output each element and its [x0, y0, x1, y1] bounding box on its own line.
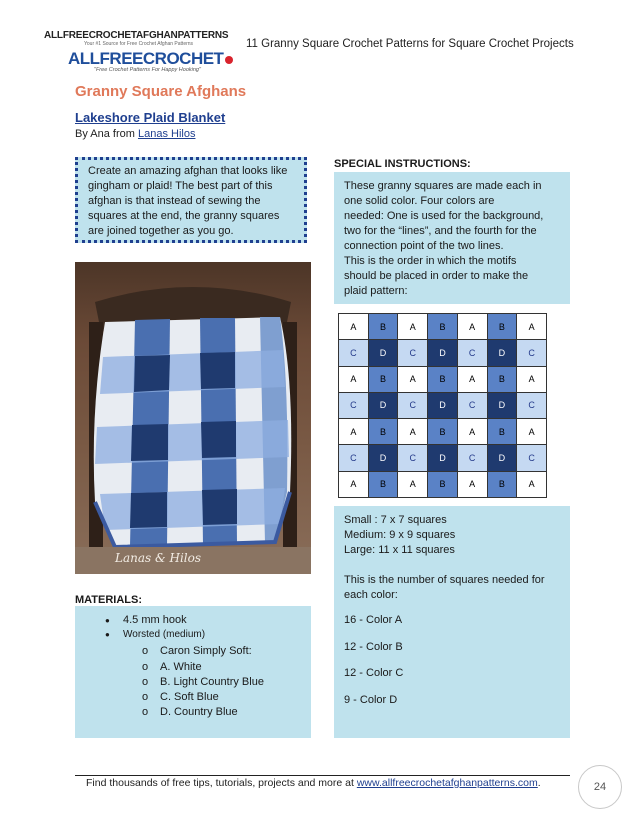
count-intro: each color:	[344, 589, 398, 601]
site-logo-top-tagline: Your #1 Source for Free Crochet Afghan Patterns	[84, 41, 194, 47]
grid-row	[339, 314, 547, 340]
grid-cell-d: D	[428, 392, 458, 418]
bullet-icon: o	[142, 661, 149, 673]
bullet-icon: o	[142, 691, 149, 703]
grid-cell-d: D	[487, 392, 517, 418]
intro-line: gingham or plaid! The best part of this	[88, 180, 273, 192]
grid-cell-a: A	[339, 471, 369, 497]
grid-cell-b: B	[487, 471, 517, 497]
grid-cell-d: D	[368, 445, 398, 471]
grid-cell-c: C	[457, 392, 487, 418]
intro-line: Create an amazing afghan that looks like	[88, 165, 288, 177]
materials-item	[142, 676, 264, 688]
grid-cell-b: B	[487, 314, 517, 340]
grid-cell-d: D	[487, 340, 517, 366]
materials-item-text: Worsted (medium)	[123, 629, 206, 640]
materials-box	[75, 606, 311, 738]
logo-dot-icon	[225, 56, 233, 64]
special-line: one solid color. Four colors are	[344, 195, 495, 207]
materials-item	[105, 614, 187, 626]
site-logo-top[interactable]: ALLFREECROCHETAFGHANPATTERNS	[44, 30, 229, 41]
blanket-photo	[75, 262, 311, 574]
materials-item-text: Caron Simply Soft:	[160, 645, 252, 657]
grid-cell-c: C	[339, 392, 369, 418]
footer-text	[86, 777, 541, 789]
grid-cell-a: A	[398, 471, 428, 497]
logo-main-text: ALLFREECROCHET	[68, 49, 224, 68]
grid-cell-a: A	[457, 419, 487, 445]
special-instructions-box	[334, 172, 570, 304]
materials-item-text: B. Light Country Blue	[160, 676, 264, 688]
grid-cell-b: B	[368, 471, 398, 497]
grid-cell-a: A	[398, 419, 428, 445]
materials-item	[142, 661, 202, 673]
size-large: Large: 11 x 11 squares	[344, 544, 455, 556]
grid-cell-a: A	[398, 366, 428, 392]
section-title: Granny Square Afghans	[75, 83, 247, 100]
grid-cell-b: B	[428, 471, 458, 497]
count-intro: This is the number of squares needed for	[344, 574, 545, 586]
grid-cell-b: B	[368, 419, 398, 445]
grid-cell-a: A	[457, 314, 487, 340]
grid-cell-c: C	[457, 340, 487, 366]
intro-line: afghan is that instead of sewing the	[88, 195, 261, 207]
footer-text-end: .	[537, 777, 541, 789]
grid-cell-b: B	[428, 366, 458, 392]
special-line: needed: One is used for the background,	[344, 210, 544, 222]
footer-text-prefix: Find thousands of free tips, tutorials, projects and more at	[86, 777, 357, 789]
pattern-title-link[interactable]: Lakeshore Plaid Blanket	[75, 110, 226, 125]
count-color-a: 16 - Color A	[344, 614, 403, 626]
document-title: 11 Granny Square Crochet Patterns for Square Crochet Projects	[246, 38, 574, 50]
materials-item-text: 4.5 mm hook	[123, 614, 187, 626]
grid-cell-b: B	[487, 419, 517, 445]
byline	[75, 128, 195, 140]
grid-cell-c: C	[457, 445, 487, 471]
size-small: Small : 7 x 7 squares	[344, 514, 447, 526]
grid-cell-a: A	[398, 314, 428, 340]
grid-row	[339, 392, 547, 418]
materials-item	[142, 691, 219, 703]
sizes-box	[334, 506, 570, 738]
materials-item-text: A. White	[160, 661, 202, 673]
bullet-icon: o	[142, 676, 149, 688]
count-color-d: 9 - Color D	[344, 694, 398, 706]
footer-divider	[75, 775, 570, 776]
grid-cell-a: A	[517, 419, 547, 445]
grid-cell-b: B	[428, 314, 458, 340]
grid-row	[339, 340, 547, 366]
grid-cell-c: C	[398, 392, 428, 418]
grid-cell-d: D	[428, 445, 458, 471]
author-link[interactable]: Lanas Hilos	[137, 128, 196, 140]
grid-cell-b: B	[487, 366, 517, 392]
materials-item-text: C. Soft Blue	[160, 691, 219, 703]
intro-line: squares at the end, the granny squares	[88, 210, 280, 222]
grid-cell-d: D	[368, 340, 398, 366]
grid-cell-a: A	[517, 471, 547, 497]
site-logo-main-tagline: "Free Crochet Patterns For Happy Hooking"	[94, 67, 201, 73]
bullet-icon: ●	[105, 630, 110, 639]
grid-cell-a: A	[457, 471, 487, 497]
materials-item	[105, 629, 205, 640]
grid-row	[339, 445, 547, 471]
special-line: plaid pattern:	[344, 285, 408, 297]
bullet-icon: o	[142, 645, 149, 657]
grid-cell-a: A	[339, 314, 369, 340]
grid-cell-c: C	[398, 340, 428, 366]
grid-cell-a: A	[457, 366, 487, 392]
size-medium: Medium: 9 x 9 squares	[344, 529, 456, 541]
special-line: two for the “lines”, and the fourth for the	[344, 225, 537, 237]
page-number: 24	[578, 765, 622, 809]
grid-cell-b: B	[368, 366, 398, 392]
grid-cell-a: A	[517, 366, 547, 392]
grid-row	[339, 419, 547, 445]
bullet-icon: ●	[105, 616, 110, 625]
special-line: These granny squares are made each in	[344, 180, 542, 192]
special-line: should be placed in order to make the	[344, 270, 529, 282]
intro-line: are joined together as you go.	[88, 225, 234, 237]
count-color-c: 12 - Color C	[344, 667, 404, 679]
materials-item-text: D. Country Blue	[160, 706, 238, 718]
grid-cell-a: A	[339, 419, 369, 445]
special-line: This is the order in which the motifs	[344, 255, 517, 267]
grid-cell-a: A	[339, 366, 369, 392]
count-color-b: 12 - Color B	[344, 641, 403, 653]
grid-cell-d: D	[368, 392, 398, 418]
grid-cell-c: C	[517, 392, 547, 418]
grid-cell-a: A	[517, 314, 547, 340]
grid-cell-c: C	[339, 445, 369, 471]
footer-site-link[interactable]: www.allfreecrochetafghanpatterns.com	[356, 777, 538, 789]
materials-item	[142, 645, 252, 657]
photo-caption-watermark: Lanas & Hilos	[115, 551, 201, 565]
grid-cell-c: C	[517, 340, 547, 366]
grid-cell-b: B	[428, 419, 458, 445]
grid-cell-c: C	[517, 445, 547, 471]
grid-cell-d: D	[487, 445, 517, 471]
grid-row	[339, 366, 547, 392]
grid-row	[339, 471, 547, 497]
plaid-layout-grid	[338, 313, 547, 498]
bullet-icon: o	[142, 706, 149, 718]
grid-cell-c: C	[339, 340, 369, 366]
grid-cell-d: D	[428, 340, 458, 366]
grid-cell-b: B	[368, 314, 398, 340]
intro-box	[75, 157, 307, 243]
grid-cell-c: C	[398, 445, 428, 471]
materials-heading: MATERIALS:	[75, 594, 143, 606]
materials-item	[142, 706, 238, 718]
special-line: connection point of the two lines.	[344, 240, 504, 252]
byline-prefix: By Ana from	[75, 128, 138, 140]
special-instructions-heading: SPECIAL INSTRUCTIONS:	[334, 158, 471, 170]
site-logo-main[interactable]	[68, 49, 233, 69]
